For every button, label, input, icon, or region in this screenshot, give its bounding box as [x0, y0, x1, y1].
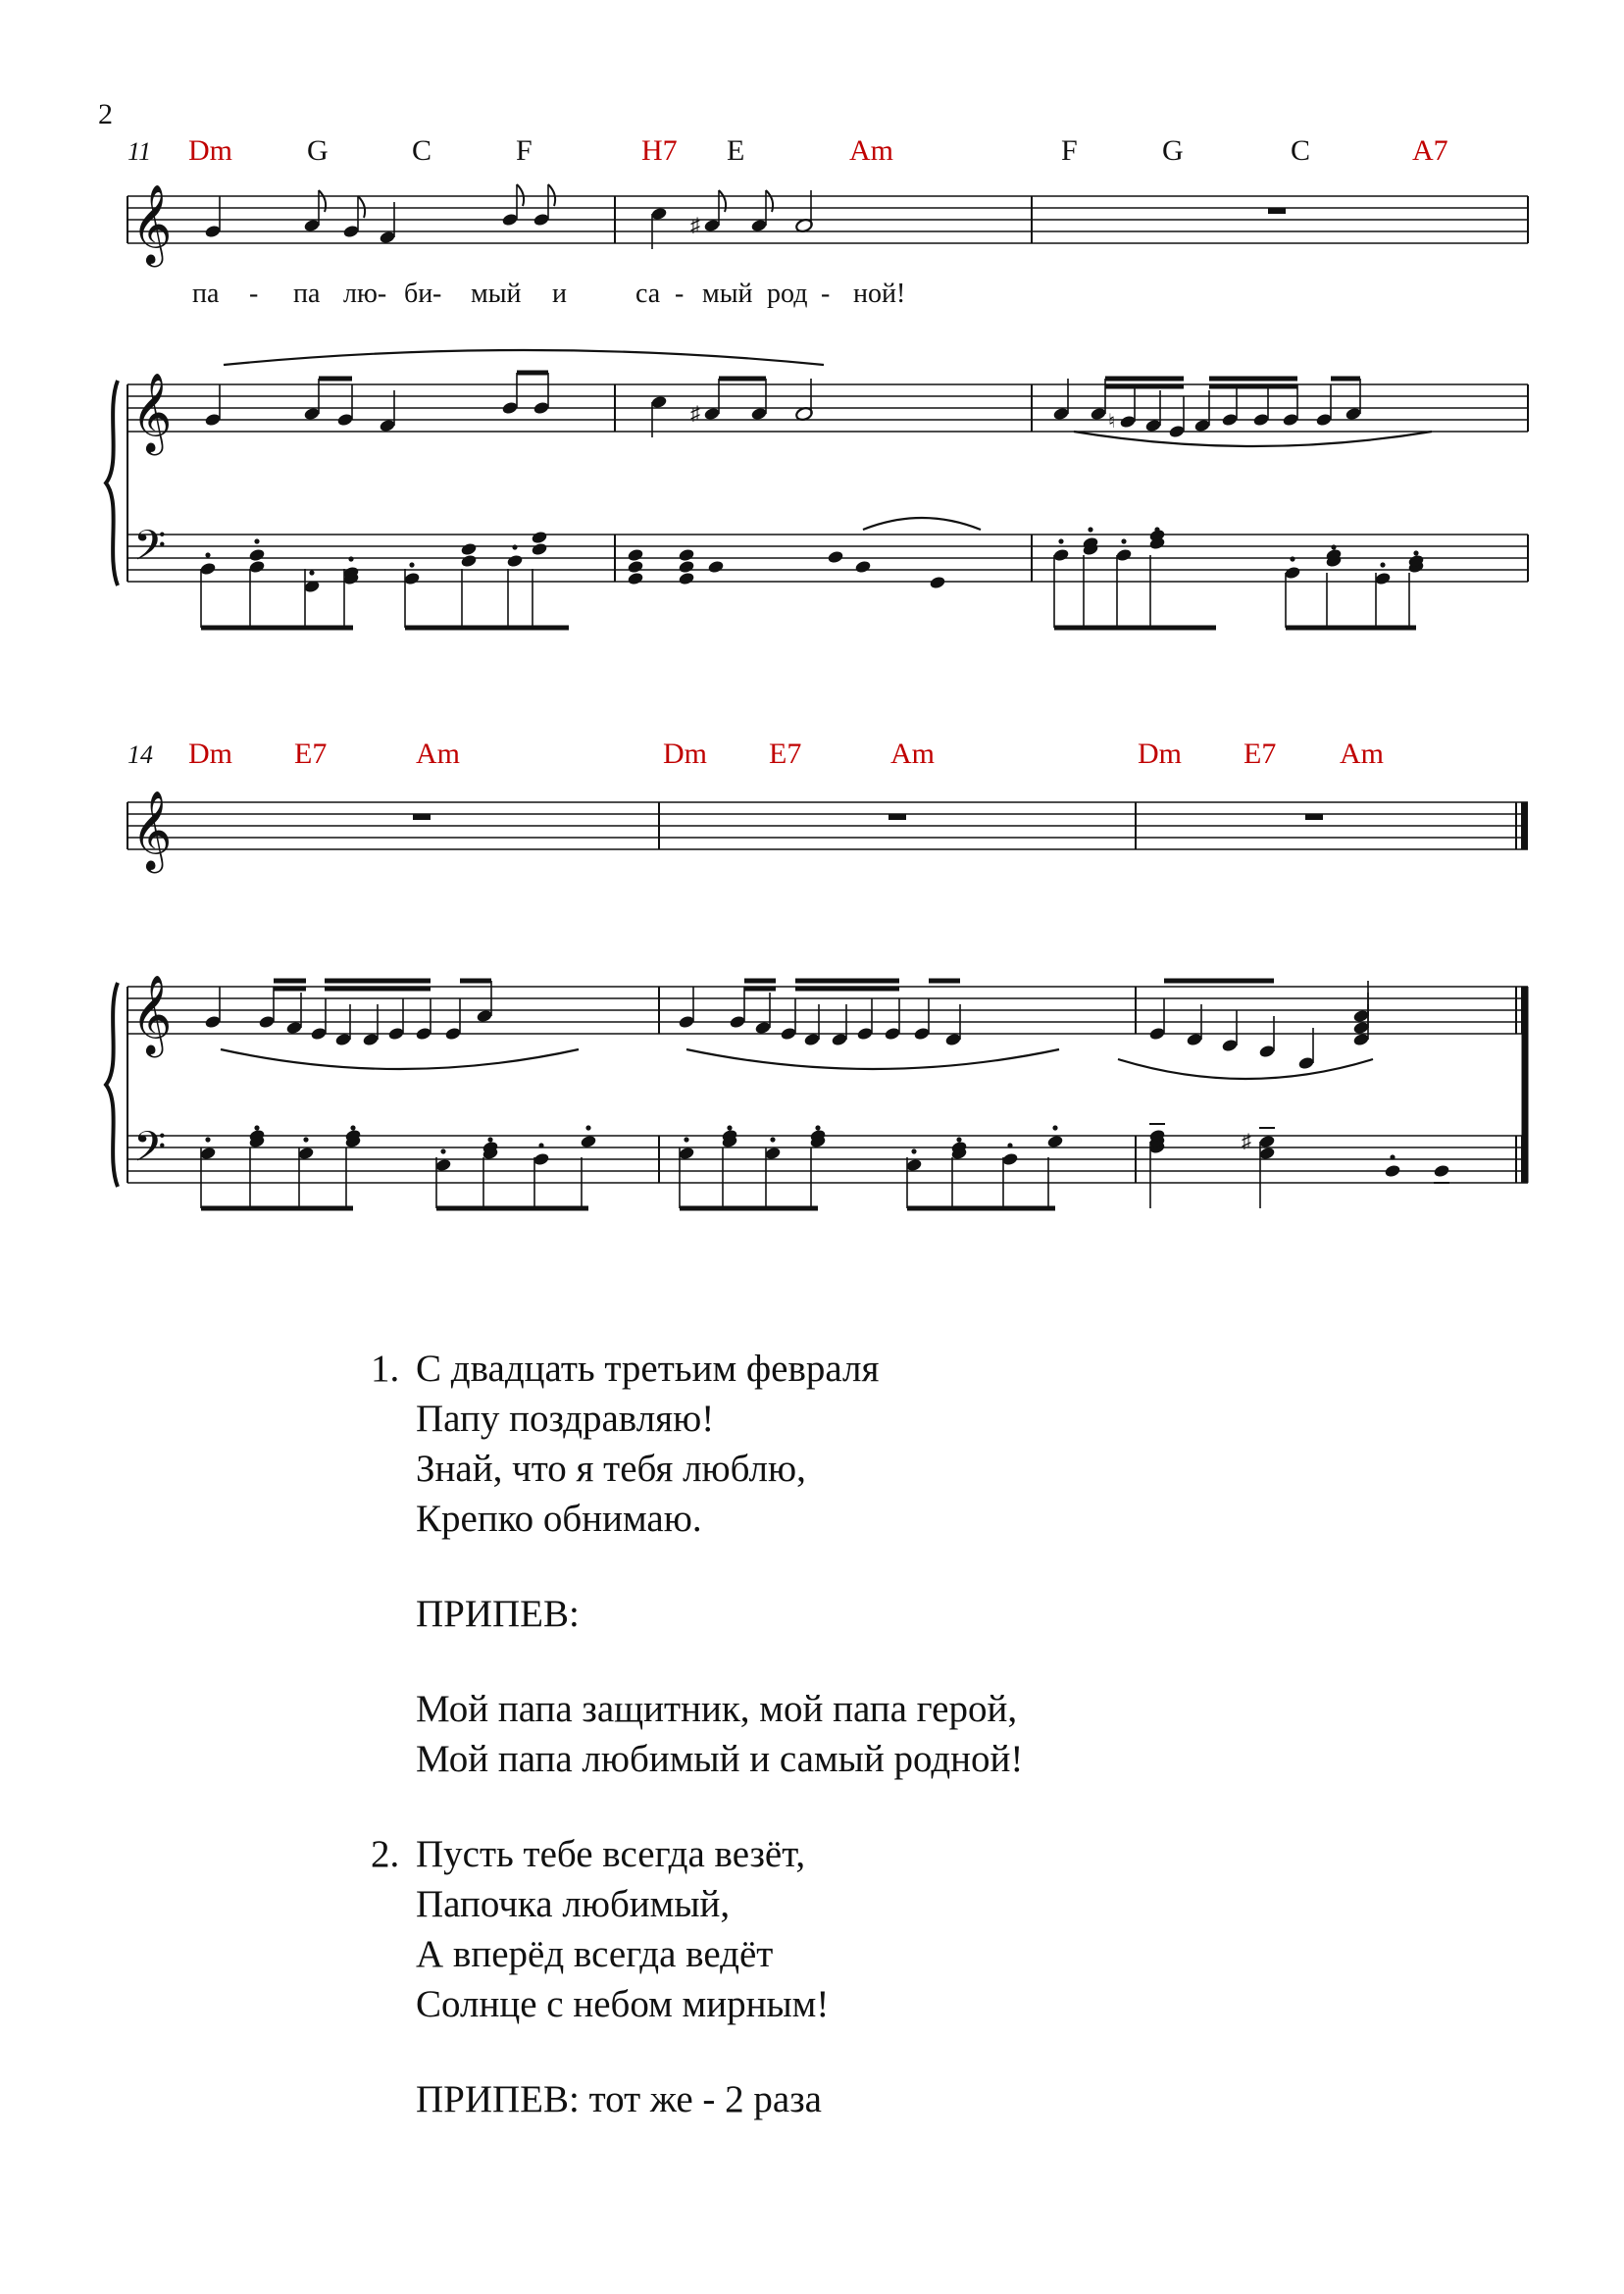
- note: [531, 542, 548, 557]
- notehead: [204, 413, 222, 428]
- treble-clef: 𝄞: [131, 376, 173, 451]
- notehead: [1297, 1056, 1315, 1071]
- note: [1284, 566, 1301, 581]
- notehead: [501, 401, 519, 416]
- note: [460, 554, 478, 569]
- note: [1252, 384, 1270, 427]
- note: [258, 987, 276, 1029]
- chord-symbol: Am: [890, 738, 935, 770]
- system-1: [106, 134, 1528, 628]
- staccato-dot: [956, 1137, 961, 1142]
- piano-bass-staff: [127, 1136, 1528, 1183]
- verse-line: Крепко обнимаю.: [416, 1498, 702, 1540]
- staccato-dot: [205, 1137, 210, 1142]
- notehead: [729, 1015, 746, 1030]
- whole-rest: [413, 814, 431, 820]
- chord-symbol: E7: [769, 738, 802, 770]
- staccato-dot: [303, 1137, 308, 1142]
- note: [627, 560, 644, 575]
- verse-line: Папу поздравляю!: [416, 1398, 715, 1440]
- chord-symbol: Am: [849, 134, 893, 167]
- chord-symbol: G: [307, 134, 329, 167]
- staccato-dot: [440, 1148, 445, 1153]
- brace: [106, 381, 118, 586]
- note: [1148, 998, 1166, 1041]
- treble-clef: 𝄞: [131, 187, 173, 263]
- note: [1384, 1164, 1401, 1179]
- notehead: [506, 554, 524, 569]
- notehead: [780, 1027, 797, 1042]
- staccato-dot: [1413, 550, 1418, 555]
- chorus-line: Мой папа защитник, мой папа герой,: [416, 1688, 1018, 1730]
- lyric-syllable: мый: [702, 279, 753, 309]
- note: [1108, 386, 1137, 433]
- note: [1001, 1152, 1019, 1167]
- treble-clef: 𝄞: [131, 978, 173, 1053]
- notehead: [827, 550, 844, 565]
- chord-symbol: C: [1291, 134, 1311, 167]
- verse-lyrics: [371, 1344, 1023, 2124]
- whole-rest: [1268, 208, 1286, 214]
- note: [1221, 1010, 1239, 1052]
- note: [827, 550, 844, 565]
- sharp-sign: ♯: [690, 215, 700, 236]
- chord-symbol: F: [516, 134, 533, 167]
- notehead: [627, 560, 644, 575]
- lyric-syllable: са: [635, 279, 661, 309]
- lyric-syllable: би: [404, 279, 433, 309]
- note: [780, 998, 797, 1041]
- notehead: [204, 1015, 222, 1030]
- notehead: [1282, 413, 1299, 428]
- notehead: [342, 225, 360, 239]
- notehead: [678, 560, 695, 575]
- chord-symbol: Dm: [188, 134, 232, 167]
- voice-staff: [127, 196, 1528, 243]
- chord-symbol: Am: [1340, 738, 1384, 770]
- staccato-dot: [815, 1125, 820, 1130]
- measure-number: 11: [127, 137, 152, 166]
- notehead: [1252, 413, 1270, 428]
- staccato-dot: [1121, 538, 1126, 543]
- staccato-dot: [348, 556, 353, 561]
- note: [1052, 548, 1070, 563]
- note: [1374, 572, 1392, 586]
- staccato-dot: [487, 1137, 492, 1142]
- notehead: [1052, 548, 1070, 563]
- staccato-dot: [911, 1148, 916, 1153]
- note: [884, 998, 901, 1041]
- notehead: [531, 542, 548, 557]
- chord-symbol: E7: [1243, 738, 1277, 770]
- flag: [358, 196, 365, 218]
- staccato-dot: [1380, 562, 1385, 567]
- notehead: [884, 1027, 901, 1042]
- system-2: [106, 738, 1528, 1208]
- verse-line: Пусть тебе всегда везёт,: [416, 1833, 806, 1875]
- final-barline: [1521, 802, 1528, 849]
- slur: [224, 350, 824, 365]
- note: [678, 987, 695, 1029]
- staccato-dot: [1331, 544, 1336, 549]
- notehead: [533, 401, 550, 416]
- staccato-dot: [205, 552, 210, 557]
- staccato-dot: [770, 1137, 775, 1142]
- staccato-dot: [1052, 1125, 1057, 1130]
- page-number: 2: [98, 98, 113, 130]
- brace: [106, 983, 118, 1187]
- notehead: [678, 572, 695, 586]
- notehead: [204, 225, 222, 239]
- notehead: [533, 1152, 550, 1167]
- chorus-heading: [371, 1589, 1023, 1639]
- notehead: [248, 548, 266, 563]
- notehead: [336, 413, 354, 428]
- lyric-syllable: па: [293, 279, 321, 309]
- note: [707, 560, 725, 575]
- staccato-dot: [254, 538, 259, 543]
- notehead: [678, 548, 695, 563]
- notehead: [929, 576, 946, 590]
- notehead: [258, 1015, 276, 1030]
- chorus-line: Мой папа любимый и самый родной!: [416, 1738, 1024, 1780]
- staccato-dot: [727, 1125, 732, 1130]
- flag: [548, 184, 555, 206]
- natural-sign: ♮: [1108, 411, 1116, 433]
- notehead: [913, 1027, 931, 1042]
- notehead: [533, 213, 550, 228]
- staccato-dot: [538, 1143, 543, 1147]
- note: [403, 572, 421, 586]
- lyric-syllable: -: [249, 279, 259, 309]
- chord-symbol: C: [412, 134, 432, 167]
- verse-line: Папочка любимый,: [416, 1883, 731, 1925]
- notehead: [1433, 1164, 1450, 1179]
- note: [204, 384, 222, 427]
- piano-treble-staff: [127, 384, 1528, 432]
- note: [856, 998, 874, 1041]
- note: [627, 572, 644, 586]
- note: [913, 998, 931, 1041]
- chord-symbol: A7: [1412, 134, 1448, 167]
- notehead: [1315, 413, 1333, 428]
- sharp-sign: ♯: [1242, 1131, 1251, 1152]
- whole-rest: [1305, 814, 1323, 820]
- note: [501, 184, 524, 227]
- voice-staff: [127, 802, 1528, 849]
- notehead: [199, 562, 217, 577]
- slur: [863, 518, 981, 530]
- staccato-dot: [684, 1137, 688, 1142]
- notehead: [1258, 1045, 1276, 1059]
- note: [533, 373, 550, 415]
- note: [533, 1152, 550, 1167]
- lyric-syllable: па: [192, 279, 220, 309]
- bass-clef: 𝄢: [133, 1125, 167, 1181]
- verse-number: 2.: [371, 1833, 400, 1875]
- chord-symbol: Am: [416, 738, 460, 770]
- staccato-dot: [512, 544, 517, 549]
- note: [1282, 384, 1299, 427]
- chorus: [371, 1684, 1023, 1784]
- verse-1: [371, 1344, 1023, 1544]
- note: [387, 998, 405, 1041]
- sharp-sign: ♯: [690, 403, 700, 425]
- chord-symbol: Dm: [188, 738, 232, 770]
- note: [248, 560, 266, 575]
- verse-line: Знай, что я тебя люблю,: [416, 1448, 806, 1490]
- chorus-label: ПРИПЕВ:: [416, 1593, 580, 1635]
- note: [248, 548, 266, 563]
- staccato-dot: [254, 1125, 259, 1130]
- notehead: [1284, 566, 1301, 581]
- notehead: [1119, 415, 1137, 430]
- staccato-dot: [466, 544, 471, 549]
- notehead: [1001, 1152, 1019, 1167]
- note: [336, 384, 354, 427]
- note: [1433, 1164, 1450, 1179]
- notehead: [310, 1027, 328, 1042]
- staccato-dot: [536, 533, 541, 537]
- measure-number: 14: [127, 740, 153, 769]
- notehead: [248, 560, 266, 575]
- note: [678, 560, 695, 575]
- note: [690, 379, 721, 425]
- staccato-dot: [585, 1125, 590, 1130]
- chord-symbol: Dm: [663, 738, 707, 770]
- note: [533, 184, 555, 227]
- notehead: [856, 1027, 874, 1042]
- chord-symbol: G: [1162, 134, 1184, 167]
- chorus-repeat: [371, 2074, 1023, 2124]
- staccato-dot: [409, 562, 414, 567]
- verse-2: [371, 1829, 1023, 2029]
- lyric-syllable: и: [552, 279, 567, 309]
- chord-symbol: E7: [294, 738, 328, 770]
- note: [678, 572, 695, 586]
- note: [627, 548, 644, 563]
- verse-number: 1.: [371, 1348, 400, 1390]
- note: [310, 998, 328, 1041]
- staccato-dot: [1058, 538, 1063, 543]
- verse-line: С двадцать третьим февраля: [416, 1348, 880, 1390]
- chord-symbol: Dm: [1138, 738, 1182, 770]
- note: [729, 987, 746, 1029]
- notehead: [1384, 1164, 1401, 1179]
- notehead: [387, 1027, 405, 1042]
- notehead: [501, 213, 519, 228]
- note: [678, 548, 695, 563]
- slur: [1118, 1059, 1373, 1079]
- notehead: [415, 1027, 432, 1042]
- notehead: [1374, 572, 1392, 586]
- notehead: [627, 548, 644, 563]
- chord-symbol: H7: [641, 134, 678, 167]
- note: [1115, 548, 1133, 563]
- note: [929, 576, 946, 590]
- lyric-syllable: лю-: [343, 279, 387, 309]
- note: [342, 196, 365, 238]
- chord-symbol: E: [727, 134, 745, 167]
- note: [415, 998, 432, 1041]
- staccato-dot: [1088, 527, 1092, 532]
- verse-line: А вперёд всегда ведёт: [416, 1933, 774, 1975]
- lyric-syllable: -: [432, 279, 442, 309]
- note: [1221, 384, 1239, 427]
- staccato-dot: [1154, 527, 1159, 532]
- notehead: [854, 560, 872, 575]
- notehead: [707, 560, 725, 575]
- staccato-dot: [1007, 1143, 1012, 1147]
- notehead: [1221, 413, 1239, 428]
- note: [506, 554, 524, 569]
- slur: [221, 1049, 579, 1069]
- note: [1315, 384, 1333, 427]
- bass-clef: 𝄢: [133, 524, 167, 580]
- lyric-syllable: мый: [471, 279, 522, 309]
- lyric-syllable: род: [767, 279, 808, 309]
- notehead: [444, 1027, 462, 1042]
- staccato-dot: [1290, 556, 1294, 561]
- slur: [1074, 432, 1432, 446]
- slur: [686, 1049, 1059, 1069]
- lyric-syllable: -: [675, 279, 685, 309]
- note: [690, 190, 726, 236]
- lyric-syllable: ной!: [853, 279, 906, 309]
- notehead: [627, 572, 644, 586]
- note: [199, 562, 217, 577]
- note: [1168, 396, 1186, 438]
- notehead: [1221, 1039, 1239, 1053]
- notehead: [460, 554, 478, 569]
- chorus-repeat-label: ПРИПЕВ: тот же - 2 раза: [416, 2078, 822, 2120]
- notehead: [1168, 425, 1186, 439]
- note: [204, 196, 222, 238]
- staccato-dot: [309, 570, 314, 575]
- note: [501, 373, 519, 415]
- staccato-dot: [1390, 1154, 1395, 1159]
- piano-bass-staff: [127, 535, 1528, 582]
- notehead: [678, 1015, 695, 1030]
- treble-clef: 𝄞: [131, 793, 173, 869]
- piano-treble-staff: [127, 987, 1528, 1034]
- whole-rest: [888, 814, 906, 820]
- flag: [517, 184, 524, 206]
- staccato-dot: [350, 1125, 355, 1130]
- notehead: [403, 572, 421, 586]
- verse-line: Солнце с небом мирным!: [416, 1983, 830, 2025]
- note: [854, 560, 872, 575]
- notehead: [1148, 1027, 1166, 1042]
- note: [204, 987, 222, 1029]
- notehead: [1115, 548, 1133, 563]
- chord-symbol: F: [1061, 134, 1078, 167]
- lyric-syllable: -: [821, 279, 831, 309]
- note: [444, 998, 462, 1041]
